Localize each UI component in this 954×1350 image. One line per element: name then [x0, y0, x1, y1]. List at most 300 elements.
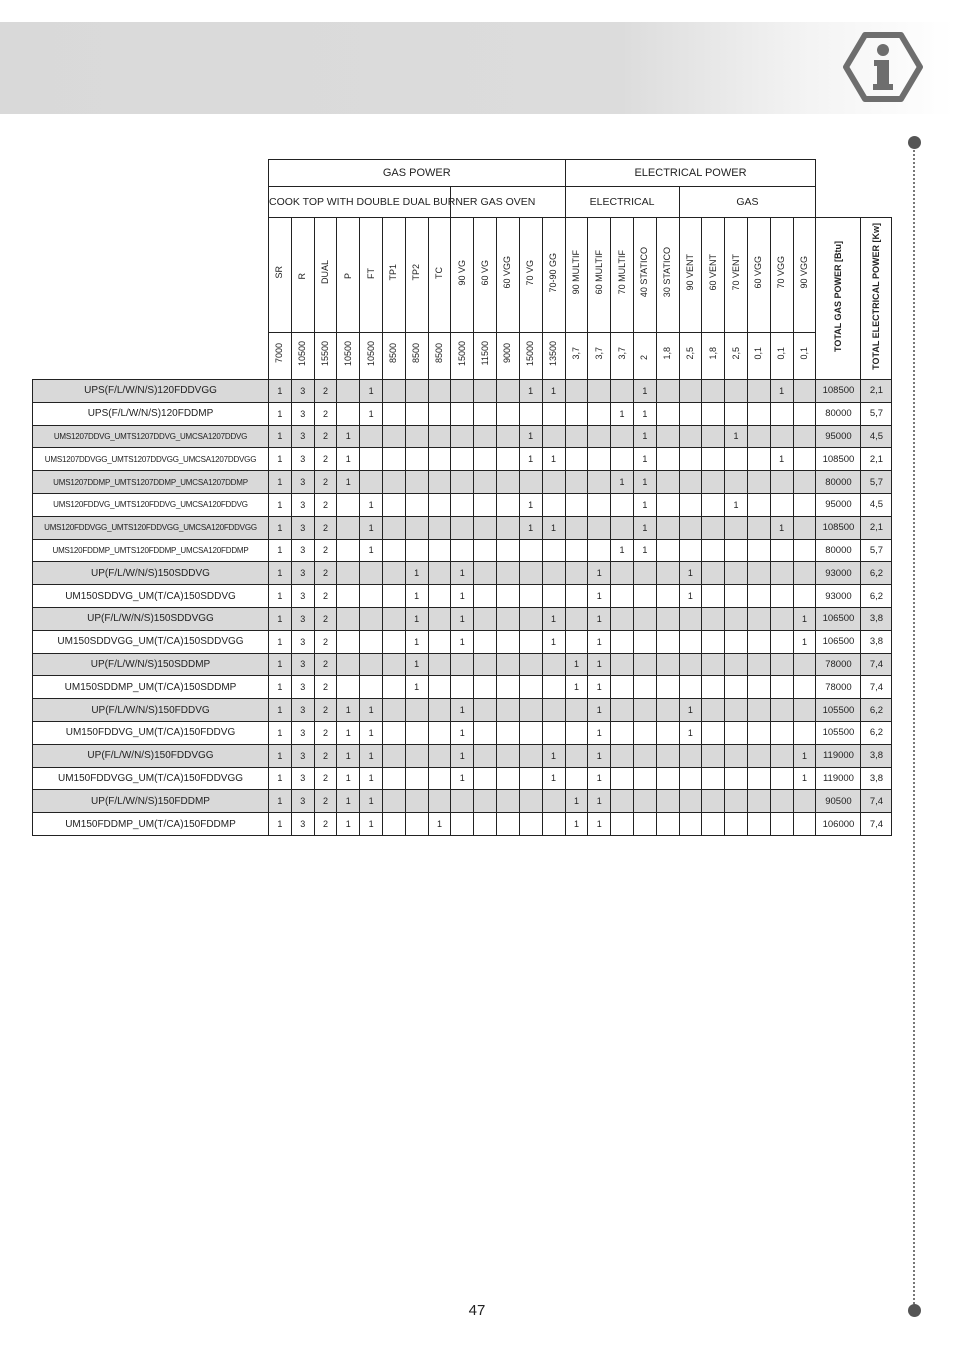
quantity-cell: [702, 767, 725, 790]
quantity-cell: [725, 744, 748, 767]
quantity-cell: [337, 402, 360, 425]
quantity-cell: [519, 813, 542, 836]
quantity-cell: [725, 813, 748, 836]
quantity-cell: [337, 562, 360, 585]
quantity-cell: [611, 562, 634, 585]
quantity-cell: [793, 493, 816, 516]
table-row: [33, 539, 892, 562]
quantity-cell: [633, 607, 656, 630]
total-electrical-power-header: TOTAL ELECTRICAL POWER [Kw]: [861, 218, 892, 380]
quantity-cell: 2: [314, 562, 337, 585]
quantity-cell: [702, 676, 725, 699]
quantity-cell: [519, 744, 542, 767]
quantity-cell: [496, 448, 519, 471]
column-name-header: 60 VG: [474, 218, 497, 333]
quantity-cell: [793, 402, 816, 425]
quantity-cell: [382, 630, 405, 653]
quantity-cell: [611, 744, 634, 767]
column-name-header: 70-90 GG: [542, 218, 565, 333]
quantity-cell: [542, 585, 565, 608]
column-name-header: P: [337, 218, 360, 333]
quantity-cell: 1: [611, 471, 634, 494]
column-value-header: 2,5: [725, 333, 748, 380]
quantity-cell: [679, 790, 702, 813]
quantity-cell: 1: [269, 699, 292, 722]
quantity-cell: [496, 767, 519, 790]
column-value-header: 8500: [428, 333, 451, 380]
quantity-cell: 2: [314, 607, 337, 630]
quantity-cell: 1: [337, 767, 360, 790]
quantity-cell: [656, 539, 679, 562]
quantity-cell: 2: [314, 585, 337, 608]
column-value-header: 9000: [496, 333, 519, 380]
quantity-cell: [428, 516, 451, 539]
quantity-cell: [474, 767, 497, 790]
quantity-cell: [542, 471, 565, 494]
quantity-cell: [725, 767, 748, 790]
quantity-cell: [656, 607, 679, 630]
quantity-cell: [405, 380, 428, 403]
total-electrical-power-cell: 5,7: [861, 539, 892, 562]
quantity-cell: 2: [314, 813, 337, 836]
quantity-cell: [611, 448, 634, 471]
quantity-cell: [793, 562, 816, 585]
total-electrical-power-cell: 2,1: [861, 516, 892, 539]
quantity-cell: [474, 402, 497, 425]
quantity-cell: [611, 813, 634, 836]
column-value-header: 3,7: [611, 333, 634, 380]
table-row: [33, 790, 892, 813]
quantity-cell: [770, 630, 793, 653]
column-name-header: 70 MULTIF: [611, 218, 634, 333]
quantity-cell: 1: [428, 813, 451, 836]
column-name-header: 60 VGG: [496, 218, 519, 333]
quantity-cell: [382, 380, 405, 403]
quantity-cell: 1: [269, 744, 292, 767]
quantity-cell: [474, 653, 497, 676]
column-name-header: 40 STATICO: [633, 218, 656, 333]
quantity-cell: [702, 630, 725, 653]
quantity-cell: [451, 539, 474, 562]
quantity-cell: [405, 744, 428, 767]
quantity-cell: 1: [793, 744, 816, 767]
quantity-cell: [519, 653, 542, 676]
table-row: [33, 562, 892, 585]
quantity-cell: 1: [633, 539, 656, 562]
quantity-cell: [725, 402, 748, 425]
quantity-cell: 1: [793, 630, 816, 653]
quantity-cell: [474, 380, 497, 403]
quantity-cell: [793, 721, 816, 744]
quantity-cell: 1: [542, 380, 565, 403]
quantity-cell: 1: [519, 425, 542, 448]
quantity-cell: [725, 790, 748, 813]
quantity-cell: 2: [314, 699, 337, 722]
quantity-cell: [611, 607, 634, 630]
quantity-cell: [656, 471, 679, 494]
total-gas-power-cell: 106500: [816, 630, 861, 653]
quantity-cell: [382, 721, 405, 744]
quantity-cell: [496, 402, 519, 425]
quantity-cell: [770, 562, 793, 585]
quantity-cell: 1: [451, 744, 474, 767]
quantity-cell: [702, 790, 725, 813]
quantity-cell: [793, 380, 816, 403]
quantity-cell: 3: [291, 653, 314, 676]
quantity-cell: 3: [291, 607, 314, 630]
quantity-cell: [405, 699, 428, 722]
model-name-cell: UMS120FDDVGG_UMTS120FDDVGG_UMCSA120FDDVGG: [33, 516, 269, 539]
quantity-cell: [382, 471, 405, 494]
total-gas-power-cell: 108500: [816, 516, 861, 539]
model-name-cell: UM150SDDVGG_UM(T/CA)150SDDVGG: [33, 630, 269, 653]
quantity-cell: [542, 676, 565, 699]
quantity-cell: [451, 813, 474, 836]
quantity-cell: 1: [542, 607, 565, 630]
model-name-cell: UM150SDDMP_UM(T/CA)150SDDMP: [33, 676, 269, 699]
quantity-cell: [702, 448, 725, 471]
quantity-cell: [382, 539, 405, 562]
quantity-cell: [747, 493, 770, 516]
quantity-cell: [405, 471, 428, 494]
quantity-cell: [725, 607, 748, 630]
quantity-cell: [588, 539, 611, 562]
quantity-cell: 2: [314, 653, 337, 676]
total-gas-power-cell: 106500: [816, 607, 861, 630]
quantity-cell: [770, 767, 793, 790]
quantity-cell: 3: [291, 539, 314, 562]
quantity-cell: [702, 744, 725, 767]
quantity-cell: [747, 607, 770, 630]
quantity-cell: 1: [588, 653, 611, 676]
quantity-cell: [451, 425, 474, 448]
quantity-cell: [542, 562, 565, 585]
quantity-cell: [702, 721, 725, 744]
quantity-cell: [747, 402, 770, 425]
quantity-cell: 1: [269, 790, 292, 813]
electrical-header: ELECTRICAL: [565, 187, 679, 218]
column-name-header: 90 MULTIF: [565, 218, 588, 333]
model-name-cell: UPS(F/L/W/N/S)120FDDMP: [33, 402, 269, 425]
total-electrical-power-cell: 6,2: [861, 585, 892, 608]
quantity-cell: 3: [291, 744, 314, 767]
quantity-cell: [725, 516, 748, 539]
quantity-cell: 2: [314, 539, 337, 562]
quantity-cell: [496, 471, 519, 494]
column-name-header: SR: [269, 218, 292, 333]
quantity-cell: [474, 516, 497, 539]
quantity-cell: 1: [519, 516, 542, 539]
quantity-cell: 1: [542, 630, 565, 653]
quantity-cell: [793, 425, 816, 448]
total-gas-power-cell: 93000: [816, 562, 861, 585]
quantity-cell: [679, 607, 702, 630]
column-name-header: 30 STATICO: [656, 218, 679, 333]
quantity-cell: 1: [269, 653, 292, 676]
quantity-cell: [770, 539, 793, 562]
quantity-cell: [360, 676, 383, 699]
quantity-cell: 1: [565, 653, 588, 676]
quantity-cell: [656, 744, 679, 767]
quantity-cell: [382, 493, 405, 516]
quantity-cell: [451, 790, 474, 813]
column-name-header: TP1: [382, 218, 405, 333]
quantity-cell: [337, 380, 360, 403]
quantity-cell: [382, 676, 405, 699]
model-name-cell: UP(F/L/W/N/S)150SDDMP: [33, 653, 269, 676]
quantity-cell: [656, 653, 679, 676]
total-electrical-power-cell: 3,8: [861, 630, 892, 653]
column-name-header: 90 VENT: [679, 218, 702, 333]
quantity-cell: [474, 790, 497, 813]
quantity-cell: [428, 402, 451, 425]
quantity-cell: [702, 607, 725, 630]
quantity-cell: [725, 699, 748, 722]
quantity-cell: [382, 425, 405, 448]
quantity-cell: [360, 448, 383, 471]
quantity-cell: [633, 790, 656, 813]
total-gas-power-cell: 108500: [816, 448, 861, 471]
quantity-cell: [496, 539, 519, 562]
quantity-cell: 2: [314, 630, 337, 653]
quantity-cell: [793, 448, 816, 471]
column-value-header: 10500: [291, 333, 314, 380]
quantity-cell: [702, 539, 725, 562]
model-name-cell: UM150SDDVG_UM(T/CA)150SDDVG: [33, 585, 269, 608]
column-value-header: 15000: [451, 333, 474, 380]
quantity-cell: 1: [360, 539, 383, 562]
column-value-header: 2,5: [679, 333, 702, 380]
quantity-cell: [519, 676, 542, 699]
quantity-cell: 3: [291, 676, 314, 699]
quantity-cell: [382, 744, 405, 767]
quantity-cell: [702, 699, 725, 722]
quantity-cell: [747, 448, 770, 471]
quantity-cell: [519, 699, 542, 722]
quantity-cell: 1: [451, 562, 474, 585]
quantity-cell: 3: [291, 585, 314, 608]
quantity-cell: [770, 402, 793, 425]
side-dot-top: [908, 136, 921, 149]
quantity-cell: [451, 493, 474, 516]
quantity-cell: 1: [770, 516, 793, 539]
column-value-header: 15000: [519, 333, 542, 380]
column-value-header: 8500: [382, 333, 405, 380]
quantity-cell: 1: [588, 813, 611, 836]
model-name-cell: UMS1207DDVGG_UMTS1207DDVGG_UMCSA1207DDVGG: [33, 448, 269, 471]
quantity-cell: [770, 721, 793, 744]
quantity-cell: [496, 425, 519, 448]
quantity-cell: 1: [633, 380, 656, 403]
model-name-cell: UP(F/L/W/N/S)150FDDMP: [33, 790, 269, 813]
quantity-cell: [405, 402, 428, 425]
quantity-cell: [747, 813, 770, 836]
quantity-cell: 1: [770, 448, 793, 471]
quantity-cell: 1: [588, 630, 611, 653]
quantity-cell: [496, 493, 519, 516]
quantity-cell: [793, 676, 816, 699]
quantity-cell: 1: [405, 562, 428, 585]
quantity-cell: [747, 562, 770, 585]
column-value-header: 2: [633, 333, 656, 380]
model-name-cell: UM150FDDVGG_UM(T/CA)150FDDVGG: [33, 767, 269, 790]
quantity-cell: [542, 721, 565, 744]
quantity-cell: [451, 653, 474, 676]
quantity-cell: [496, 790, 519, 813]
quantity-cell: [565, 562, 588, 585]
total-gas-power-cell: 80000: [816, 471, 861, 494]
quantity-cell: 1: [588, 585, 611, 608]
quantity-cell: [702, 425, 725, 448]
quantity-cell: 1: [633, 471, 656, 494]
quantity-cell: [542, 813, 565, 836]
model-name-cell: UM150FDDMP_UM(T/CA)150FDDMP: [33, 813, 269, 836]
quantity-cell: [474, 493, 497, 516]
quantity-cell: 1: [269, 721, 292, 744]
quantity-cell: 1: [269, 425, 292, 448]
quantity-cell: [451, 516, 474, 539]
quantity-cell: [656, 676, 679, 699]
table-row: [33, 585, 892, 608]
total-gas-power-cell: 90500: [816, 790, 861, 813]
total-gas-power-cell: 80000: [816, 402, 861, 425]
quantity-cell: [656, 516, 679, 539]
quantity-cell: [747, 676, 770, 699]
quantity-cell: [382, 767, 405, 790]
quantity-cell: [428, 539, 451, 562]
quantity-cell: [337, 630, 360, 653]
quantity-cell: [405, 539, 428, 562]
quantity-cell: [474, 676, 497, 699]
quantity-cell: [337, 493, 360, 516]
quantity-cell: 3: [291, 699, 314, 722]
quantity-cell: [565, 539, 588, 562]
quantity-cell: 1: [269, 493, 292, 516]
quantity-cell: [428, 607, 451, 630]
quantity-cell: 1: [588, 744, 611, 767]
total-electrical-power-cell: 2,1: [861, 448, 892, 471]
column-name-header: 60 VGG: [747, 218, 770, 333]
quantity-cell: [496, 562, 519, 585]
quantity-cell: [656, 493, 679, 516]
column-value-header: 1,8: [656, 333, 679, 380]
quantity-cell: [588, 448, 611, 471]
quantity-cell: 2: [314, 471, 337, 494]
quantity-cell: [702, 585, 725, 608]
quantity-cell: [474, 425, 497, 448]
quantity-cell: [702, 380, 725, 403]
quantity-cell: [405, 516, 428, 539]
quantity-cell: [451, 402, 474, 425]
quantity-cell: [633, 721, 656, 744]
quantity-cell: 1: [519, 448, 542, 471]
column-name-header: 70 VGG: [770, 218, 793, 333]
quantity-cell: [382, 790, 405, 813]
header-band: [0, 22, 954, 114]
quantity-cell: [428, 471, 451, 494]
quantity-cell: [474, 744, 497, 767]
table-row: [33, 402, 892, 425]
quantity-cell: [382, 448, 405, 471]
quantity-cell: 1: [633, 448, 656, 471]
quantity-cell: [633, 813, 656, 836]
total-electrical-power-cell: 7,4: [861, 813, 892, 836]
quantity-cell: [770, 744, 793, 767]
quantity-cell: [519, 585, 542, 608]
quantity-cell: [633, 699, 656, 722]
quantity-cell: [496, 585, 519, 608]
quantity-cell: 3: [291, 630, 314, 653]
quantity-cell: [633, 585, 656, 608]
quantity-cell: [611, 425, 634, 448]
quantity-cell: 1: [337, 790, 360, 813]
table-row: [33, 813, 892, 836]
quantity-cell: [337, 585, 360, 608]
quantity-cell: [702, 471, 725, 494]
quantity-cell: [702, 813, 725, 836]
total-electrical-power-cell: 6,2: [861, 699, 892, 722]
total-gas-power-cell: 93000: [816, 585, 861, 608]
quantity-cell: [382, 607, 405, 630]
quantity-cell: [382, 516, 405, 539]
quantity-cell: [360, 562, 383, 585]
quantity-cell: 1: [519, 493, 542, 516]
quantity-cell: 3: [291, 448, 314, 471]
quantity-cell: [588, 471, 611, 494]
quantity-cell: 3: [291, 767, 314, 790]
quantity-cell: [428, 744, 451, 767]
quantity-cell: [611, 721, 634, 744]
quantity-cell: [747, 699, 770, 722]
quantity-cell: [611, 790, 634, 813]
total-gas-power-cell: 95000: [816, 493, 861, 516]
quantity-cell: [770, 585, 793, 608]
quantity-cell: 1: [269, 676, 292, 699]
quantity-cell: [793, 539, 816, 562]
quantity-cell: 3: [291, 493, 314, 516]
column-name-header: 70 VENT: [725, 218, 748, 333]
total-gas-power-cell: 119000: [816, 767, 861, 790]
quantity-cell: [474, 448, 497, 471]
quantity-cell: [747, 653, 770, 676]
quantity-cell: 1: [770, 380, 793, 403]
quantity-cell: [382, 699, 405, 722]
quantity-cell: [588, 380, 611, 403]
quantity-cell: [633, 630, 656, 653]
quantity-cell: [747, 380, 770, 403]
gas-power-header: GAS POWER: [269, 160, 566, 187]
quantity-cell: [474, 562, 497, 585]
quantity-cell: [451, 448, 474, 471]
quantity-cell: [702, 562, 725, 585]
quantity-cell: [474, 539, 497, 562]
quantity-cell: 1: [269, 402, 292, 425]
quantity-cell: [793, 813, 816, 836]
quantity-cell: [611, 767, 634, 790]
column-value-header: 15500: [314, 333, 337, 380]
quantity-cell: [793, 699, 816, 722]
quantity-cell: [565, 448, 588, 471]
quantity-cell: [725, 562, 748, 585]
model-name-cell: UMS120FDDMP_UMTS120FDDMP_UMCSA120FDDMP: [33, 539, 269, 562]
table-row: [33, 425, 892, 448]
column-name-header: 90 VGG: [793, 218, 816, 333]
model-name-cell: UM150FDDVG_UM(T/CA)150FDDVG: [33, 721, 269, 744]
quantity-cell: [337, 676, 360, 699]
quantity-cell: [496, 721, 519, 744]
gas-oven-header: GAS OVEN: [451, 187, 565, 218]
quantity-cell: [770, 471, 793, 494]
